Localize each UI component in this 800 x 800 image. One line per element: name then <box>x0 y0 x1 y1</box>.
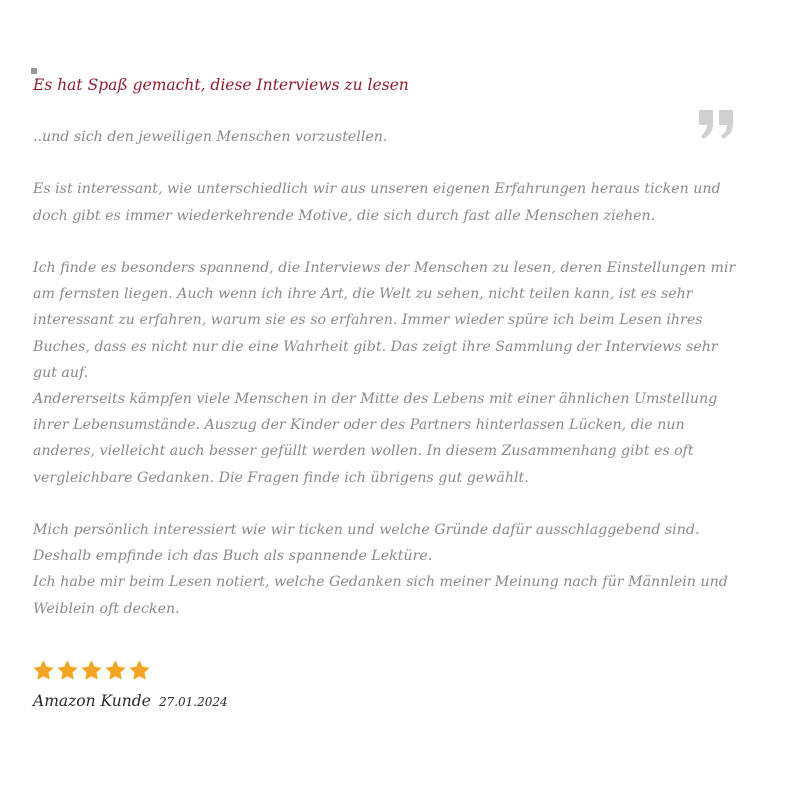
star-icon <box>129 660 150 681</box>
review-body <box>33 124 773 622</box>
review-text-line: gut auf. <box>33 364 89 381</box>
review-text-line: Ich finde es besonders spannend, die Interviews der Menschen zu lesen, deren Einstellungen mir <box>33 259 736 276</box>
review-text-line: Es ist interessant, wie unterschiedlich wir aus unseren eigenen Erfahrungen heraus ticken und <box>33 181 721 198</box>
review-text-line: Ich habe mir beim Lesen notiert, welche Gedanken sich meiner Meinung nach für Männlein und <box>33 574 728 591</box>
review-footer <box>33 691 228 710</box>
review-text-line: anderes, vielleicht auch besser gefüllt werden wollen. In diesem Zusammenhang gibt es oft <box>33 443 694 460</box>
review-text-line: am fernsten liegen. Auch wenn ich ihre Art, die Welt zu sehen, nicht teilen kann, ist es sehr <box>33 286 693 303</box>
paragraph-gap <box>33 150 773 176</box>
star-icon <box>81 660 102 681</box>
review-text-line: Weiblein oft decken. <box>33 600 180 617</box>
review-text-line: Andererseits kämpfen viele Menschen in der Mitte des Lebens mit einer ähnlichen Umstellung <box>33 391 718 407</box>
review-text-line: ihrer Lebensumstände. Auszug der Kinder oder des Partners hinterlassen Lücken, die nun <box>33 417 685 434</box>
review-author: Amazon Kunde <box>33 692 151 710</box>
review-text-line: doch gibt es immer wiederkehrende Motive, die sich durch fast alle Menschen ziehen. <box>33 207 656 224</box>
review-text-line: Buches, dass es nicht nur die eine Wahrheit gibt. Das zeigt ihre Sammlung der Interviews sehr <box>33 338 718 355</box>
star-icon <box>105 660 126 681</box>
paragraph-gap <box>33 229 773 255</box>
review-text-line: interessant zu erfahren, warum sie es so erfahren. Immer wieder spüre ich beim Lesen ihres <box>33 312 703 329</box>
review-text-line: vergleichbare Gedanken. Die Fragen finde ich übrigens gut gewählt. <box>33 469 529 486</box>
review-text-line: Deshalb empfinde ich das Buch als spannende Lektüre. <box>33 548 433 565</box>
star-icon <box>57 660 78 681</box>
review-title: Es hat Spaß gemacht, diese Interviews zu lesen <box>33 76 409 94</box>
review-text-line: ..und sich den jeweiligen Menschen vorzustellen. <box>33 129 388 145</box>
review-text-line: Mich persönlich interessiert wie wir ticken und welche Gründe dafür ausschlaggebend sind. <box>33 522 700 538</box>
star-rating <box>33 660 150 682</box>
review-date: 27.01.2024 <box>158 695 228 709</box>
paragraph-gap <box>33 491 773 517</box>
star-icon <box>33 660 54 681</box>
